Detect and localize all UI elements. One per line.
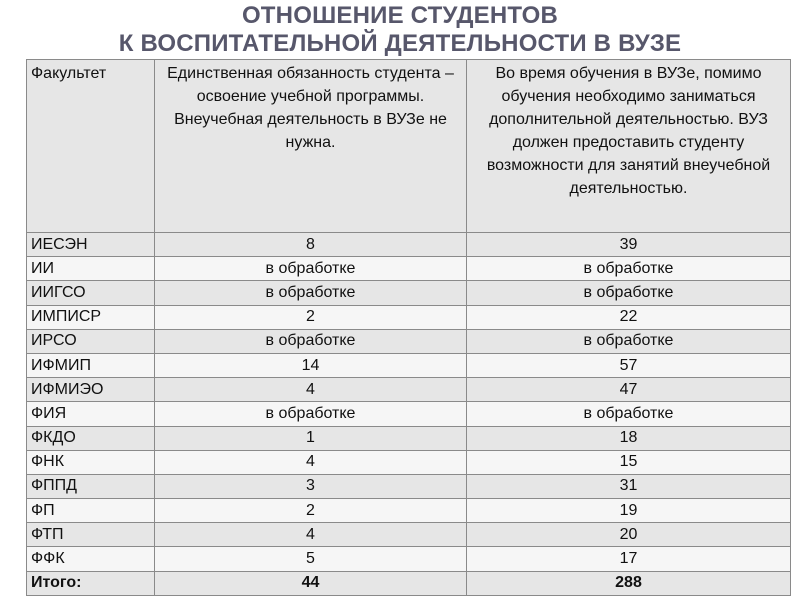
- faculty-cell: ФППД: [27, 474, 155, 498]
- option-2-cell: в обработке: [467, 257, 791, 281]
- survey-table-container: [26, 59, 790, 596]
- page-title: [0, 2, 800, 58]
- table-row: [27, 329, 791, 353]
- table-row: [27, 353, 791, 377]
- option-2-cell: 57: [467, 353, 791, 377]
- table-row: [27, 450, 791, 474]
- table-row: [27, 523, 791, 547]
- table-row: [27, 426, 791, 450]
- table-row: [27, 474, 791, 498]
- faculty-cell: ФНК: [27, 450, 155, 474]
- option-1-cell: 3: [155, 474, 467, 498]
- option-1-cell: 4: [155, 450, 467, 474]
- option-2-cell: 39: [467, 233, 791, 257]
- header-option-1: Единственная обязанность студента – освоение учебной программы. Внеучебная деятельность в ВУЗе не нужна.: [155, 60, 467, 233]
- survey-table: [26, 59, 791, 596]
- option-1-cell: 8: [155, 233, 467, 257]
- table-row: [27, 257, 791, 281]
- table-row: [27, 281, 791, 305]
- faculty-cell: ИИ: [27, 257, 155, 281]
- option-1-cell: 2: [155, 499, 467, 523]
- option-2-cell: 20: [467, 523, 791, 547]
- table-row: [27, 233, 791, 257]
- option-2-cell: 17: [467, 547, 791, 571]
- total-option-1: 44: [155, 571, 467, 595]
- option-1-cell: в обработке: [155, 402, 467, 426]
- faculty-cell: ФФК: [27, 547, 155, 571]
- faculty-cell: ФКДО: [27, 426, 155, 450]
- option-2-cell: 18: [467, 426, 791, 450]
- table-row: [27, 402, 791, 426]
- option-1-cell: 4: [155, 523, 467, 547]
- faculty-cell: ИЕСЭН: [27, 233, 155, 257]
- table-row: [27, 547, 791, 571]
- option-2-cell: 31: [467, 474, 791, 498]
- option-2-cell: в обработке: [467, 281, 791, 305]
- option-2-cell: 15: [467, 450, 791, 474]
- total-row: [27, 571, 791, 595]
- faculty-cell: ФИЯ: [27, 402, 155, 426]
- option-2-cell: 19: [467, 499, 791, 523]
- faculty-cell: ИИГСО: [27, 281, 155, 305]
- option-1-cell: в обработке: [155, 257, 467, 281]
- title-line-1: ОТНОШЕНИЕ СТУДЕНТОВ: [241, 2, 559, 29]
- faculty-cell: ИФМИЭО: [27, 378, 155, 402]
- faculty-cell: ИМПИСР: [27, 305, 155, 329]
- header-option-2: Во время обучения в ВУЗе, помимо обучения необходимо заниматься дополнительной деятельностью. ВУЗ должен предоставить студенту возможности для занятий внеучебной деятельностью.: [467, 60, 791, 233]
- table-row: [27, 499, 791, 523]
- faculty-cell: ИРСО: [27, 329, 155, 353]
- title-line-2: К ВОСПИТАТЕЛЬНОЙ ДЕЯТЕЛЬНОСТИ В ВУЗЕ: [118, 30, 682, 57]
- header-faculty: Факультет: [27, 60, 155, 233]
- faculty-cell: ИФМИП: [27, 353, 155, 377]
- option-1-cell: в обработке: [155, 281, 467, 305]
- option-2-cell: в обработке: [467, 329, 791, 353]
- option-1-cell: в обработке: [155, 329, 467, 353]
- option-1-cell: 4: [155, 378, 467, 402]
- table-row: [27, 378, 791, 402]
- option-1-cell: 14: [155, 353, 467, 377]
- table-header-row: [27, 60, 791, 233]
- option-1-cell: 1: [155, 426, 467, 450]
- option-1-cell: 5: [155, 547, 467, 571]
- total-option-2: 288: [467, 571, 791, 595]
- total-label: Итого:: [27, 571, 155, 595]
- option-2-cell: в обработке: [467, 402, 791, 426]
- option-1-cell: 2: [155, 305, 467, 329]
- faculty-cell: ФП: [27, 499, 155, 523]
- faculty-cell: ФТП: [27, 523, 155, 547]
- table-row: [27, 305, 791, 329]
- option-2-cell: 22: [467, 305, 791, 329]
- option-2-cell: 47: [467, 378, 791, 402]
